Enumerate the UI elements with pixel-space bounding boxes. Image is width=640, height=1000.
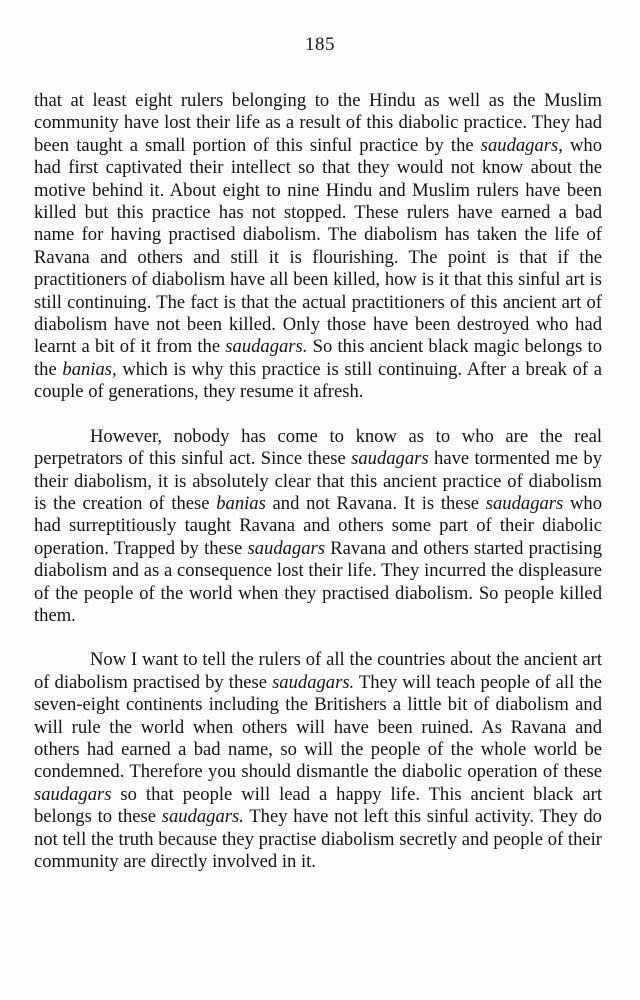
- italic-term: saudagars: [247, 537, 325, 559]
- paragraph-text: So this ancient black magic belongs to the: [34, 336, 602, 380]
- page-number: 185: [305, 34, 335, 55]
- italic-term: saudagars.: [161, 806, 244, 828]
- paragraph-text: so that people will lead a happy life. This ancient black art belongs to these: [34, 783, 602, 828]
- italic-term: saudagars.: [225, 336, 308, 358]
- paragraph-text: have tormented me by their diabolism, it is absolutely clear that this ancient practice of diabolism is the creation of these: [34, 448, 603, 514]
- italic-term: saudagars.: [272, 671, 355, 693]
- paragraph-text: However, nobody has come to know as to who are the real perpetrators of this sinful act. Since these: [34, 425, 602, 470]
- paragraph-3: [34, 649, 602, 873]
- italic-term: saudagars,: [480, 134, 563, 156]
- paragraph-text: and not Ravana. It is these: [265, 492, 486, 514]
- paragraph-1: [34, 90, 602, 404]
- page-body: [34, 90, 602, 895]
- paragraph-2: [34, 426, 602, 628]
- paragraph-text: that at least eight rulers belonging to the Hindu as well as the Muslim community have lost their life as a result of this diabolic practice. They had been taught a small portion of this sinful practice by the: [34, 90, 602, 156]
- italic-term: banias,: [62, 358, 117, 380]
- paragraph-text: which is why this practice is still continuing. After a break of a couple of generations, they resume it afresh.: [34, 358, 602, 403]
- italic-term: saudagars: [34, 783, 112, 805]
- paragraph-text: who had first captivated their intellect so that they would not know about the motive behind it. About eight to nine Hindu and Muslim rulers have been killed but this practice has not stopped. These rulers have earned a bad name for having practised diabolism. The diabolism has taken the life of Ravana and others and still it is flourishing. The point is that if the practitioners of diabolism have all been killed, how is it that this sinful art is still continuing. The fact is that the actual practitioners of this ancient art of diabolism have not been killed. Only those have been destroyed who had learnt a bit of it from the: [34, 134, 602, 358]
- italic-term: saudagars: [485, 492, 564, 514]
- paragraph-text: They will teach people of all the seven-eight continents including the Britishers a little bit of diabolism and will rule the world when others will have been ruined. As Ravana and others had earned a bad name, so will the people of the whole world be condemned. Therefore you should dismantle the diabolic operation of these: [34, 671, 603, 783]
- paragraph-text: Now I want to tell the rulers of all the countries about the ancient art of diabolism practised by these: [34, 649, 602, 693]
- italic-term: saudagars: [351, 448, 429, 470]
- paragraph-text: who had surreptitiously taught Ravana and others some part of their diabolic operation. Trapped by these: [34, 492, 602, 559]
- italic-term: banias: [216, 492, 266, 514]
- paragraph-text: They have not left this sinful activity. They do not tell the truth because they practise diabolism secretly and people of their community are directly involved in it.: [34, 806, 602, 872]
- paragraph-text: Ravana and others started practising diabolism and as a consequence lost their life. They incurred the displeasure of the people of the world when they practised diabolism. So people killed them.: [34, 537, 602, 626]
